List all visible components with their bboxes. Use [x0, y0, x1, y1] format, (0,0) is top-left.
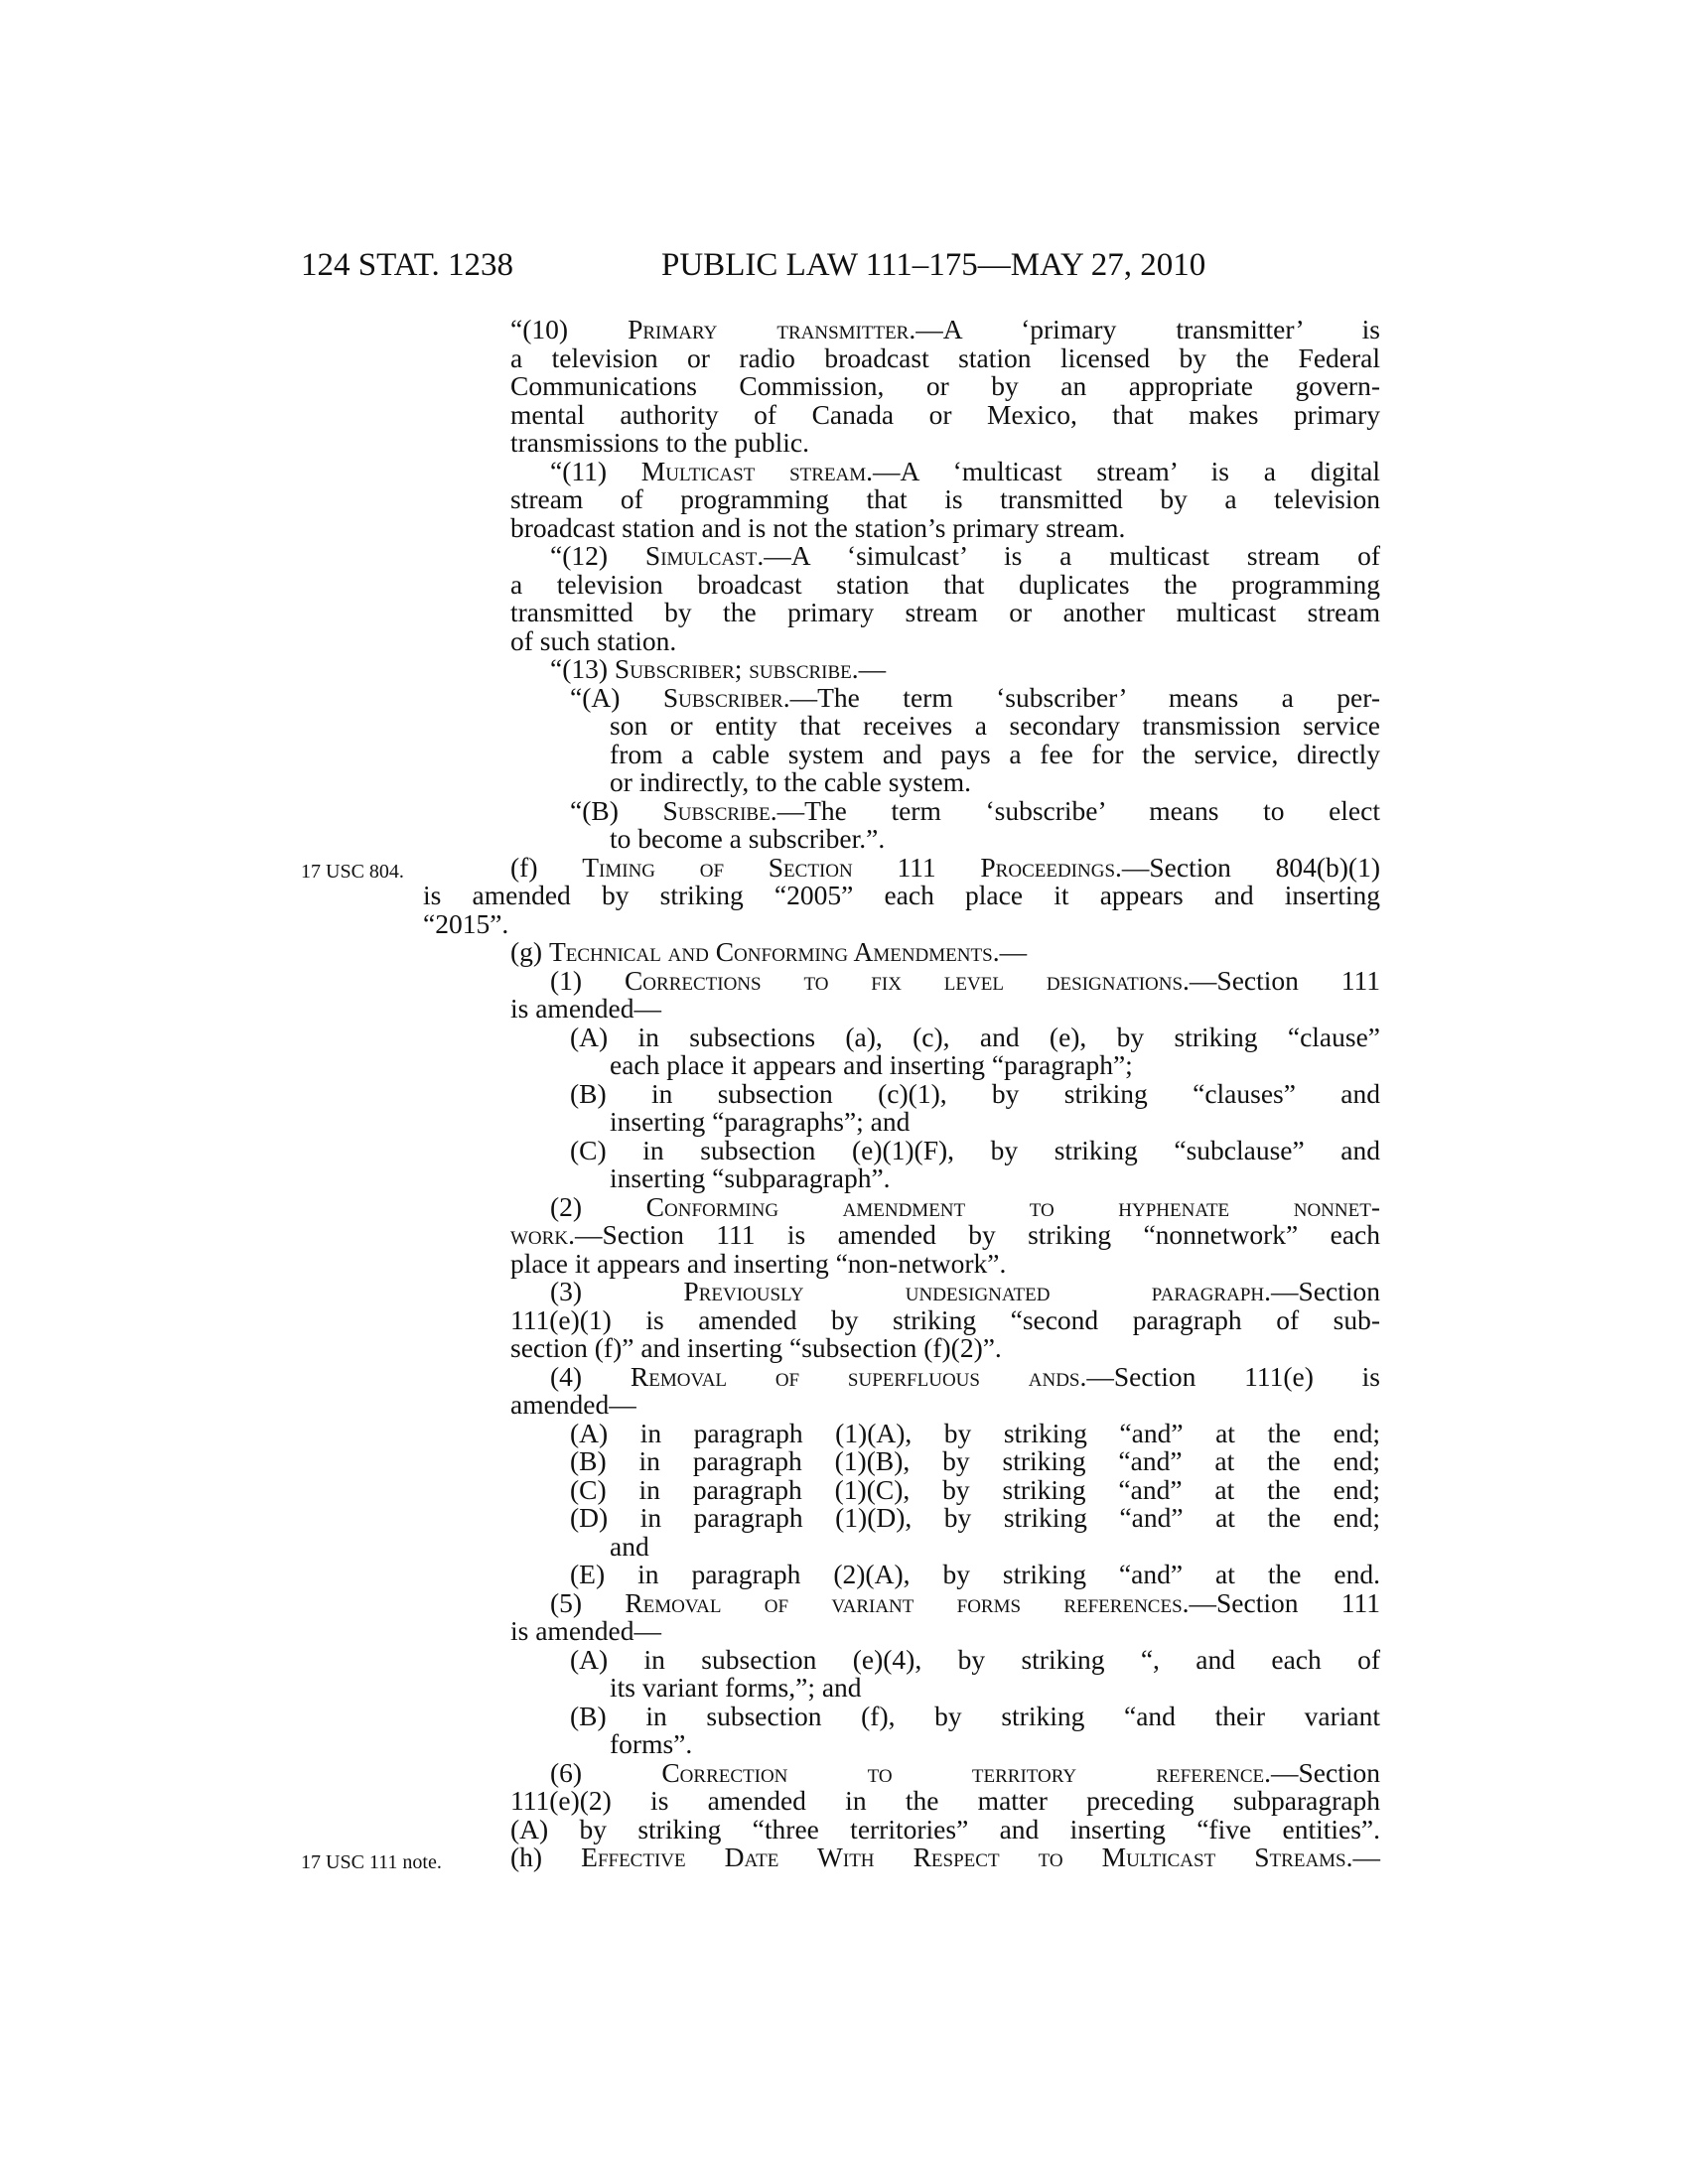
line-text: its variant forms,”; and — [610, 1672, 862, 1703]
line-text: to become a subscriber.”. — [610, 823, 886, 854]
section-heading: Conforming amendment to hyphenate nonnet- — [645, 1190, 1380, 1222]
text-line — [610, 1108, 1380, 1137]
text-line — [510, 1303, 1380, 1335]
margin-note-usc-804: 17 USC 804. — [301, 861, 404, 883]
line-prefix: (2) — [550, 1190, 646, 1222]
section-heading: work — [510, 1219, 569, 1250]
line-text: (A) in subsections (a), (c), and (e), by striking “clause” — [570, 1021, 1380, 1052]
text-line — [550, 1190, 1380, 1222]
text-line — [510, 372, 1380, 401]
line-text: broadcast station and is not the station’s primary stream. — [510, 511, 1126, 543]
text-line — [570, 1643, 1380, 1675]
line-text: each place it appears and inserting “paragraph”; — [610, 1049, 1133, 1080]
text-line — [570, 1077, 1380, 1109]
line-text: .—A ‘primary transmitter’ is — [909, 314, 1380, 344]
line-prefix: “(A) — [570, 681, 663, 713]
text-line — [610, 768, 1380, 797]
text-line — [610, 1164, 1380, 1193]
line-text: (C) in paragraph (1)(C), by striking “and” at the end; — [570, 1473, 1380, 1505]
text-line — [510, 851, 1380, 883]
line-text: .—Section 111 — [1182, 1586, 1380, 1618]
line-text: (B) in paragraph (1)(B), by striking “and” at the end; — [570, 1445, 1380, 1476]
margin-note-usc-111-note: 17 USC 111 note. — [301, 1851, 442, 1873]
line-text: .—The term ‘subscribe’ means to elect — [770, 794, 1380, 826]
line-text: .—A ‘simulcast’ is a multicast stream of — [757, 540, 1380, 571]
line-text: (A) in paragraph (1)(A), by striking “and” at the end; — [570, 1417, 1380, 1448]
line-prefix: “(B) — [570, 794, 663, 826]
text-line — [510, 1787, 1380, 1816]
page-number-header: 124 STAT. 1238 — [301, 247, 514, 283]
section-heading: Effective Date With Respect to Multicast Streams — [581, 1842, 1346, 1872]
text-line — [510, 1843, 1380, 1872]
line-text: inserting “subparagraph”. — [610, 1162, 891, 1193]
line-prefix: (h) — [510, 1842, 582, 1872]
line-text: and — [610, 1530, 649, 1562]
text-line — [423, 882, 1380, 910]
line-text: (B) in subsection (c)(1), by striking “clauses” and — [570, 1077, 1380, 1109]
line-text: amended— — [510, 1389, 636, 1420]
line-text: (C) in subsection (e)(1)(F), by striking “subclause” and — [570, 1134, 1380, 1165]
text-line — [570, 1700, 1380, 1731]
text-line — [570, 1021, 1380, 1052]
text-line — [510, 429, 1380, 458]
line-text: 111(e)(2) is amended in the matter preceding subparagraph — [510, 1785, 1380, 1816]
line-prefix: “(12) — [550, 540, 645, 571]
line-prefix: (6) — [550, 1756, 662, 1788]
text-line — [510, 398, 1380, 430]
line-text: .—Section 111 — [1183, 964, 1380, 996]
text-line — [550, 1278, 1380, 1306]
text-line — [550, 455, 1380, 486]
section-heading: Subscriber — [662, 681, 783, 713]
line-text: .—Section 111(e) is — [1079, 1360, 1381, 1392]
line-text: is amended— — [510, 993, 661, 1024]
line-text: forms”. — [610, 1728, 693, 1759]
text-line — [570, 1447, 1380, 1476]
text-line — [570, 1561, 1380, 1589]
line-prefix: (3) — [550, 1276, 684, 1306]
line-text: a television or radio broadcast station licensed by the Federal — [510, 341, 1380, 373]
line-text: (A) in subsection (e)(4), by striking “, and each of — [570, 1643, 1380, 1675]
line-text: stream of programming that is transmitted by a television — [510, 483, 1380, 514]
line-text: (B) in subsection (f), by striking “and their variant — [570, 1700, 1380, 1731]
text-line — [510, 485, 1380, 514]
text-line — [550, 1586, 1380, 1618]
section-heading: Multicast stream — [640, 455, 867, 486]
section-heading: Timing of Section 111 Proceedings — [582, 851, 1116, 883]
text-line — [570, 1134, 1380, 1165]
line-text: .— — [1345, 1842, 1380, 1872]
text-line — [510, 316, 1380, 344]
text-line — [550, 1756, 1380, 1788]
section-heading: Correction to territory reference — [661, 1756, 1265, 1788]
line-text: transmissions to the public. — [510, 427, 809, 458]
line-text: (E) in paragraph (2)(A), by striking “and” at the end. — [570, 1559, 1380, 1589]
section-heading: Subscriber; subscribe — [614, 653, 852, 684]
line-text: .—A ‘multicast stream’ is a digital — [866, 455, 1380, 486]
line-text: (D) in paragraph (1)(D), by striking “and” at the end; — [570, 1502, 1380, 1533]
line-text: .—The term ‘subscriber’ means a per- — [782, 681, 1380, 713]
line-prefix: “(11) — [550, 455, 641, 486]
line-prefix: (1) — [550, 964, 625, 996]
section-heading: Primary transmitter — [628, 314, 910, 344]
text-line — [570, 1417, 1380, 1448]
text-line — [510, 624, 1380, 656]
line-text: is amended by striking “2005” each place it appears and inserting — [423, 880, 1380, 910]
line-text: 111(e)(1) is amended by striking “second paragraph of sub- — [510, 1303, 1380, 1335]
text-line — [570, 1504, 1380, 1533]
line-text: inserting “paragraphs”; and — [610, 1106, 911, 1137]
text-line — [510, 938, 1380, 967]
section-heading: Simulcast — [644, 540, 758, 571]
text-line — [423, 907, 1380, 939]
text-line — [510, 1617, 1380, 1646]
text-line — [510, 568, 1380, 600]
text-line — [610, 1674, 1380, 1703]
text-line — [610, 825, 1380, 854]
section-heading: Corrections to fix level designations — [624, 964, 1184, 996]
line-text: .— — [851, 653, 887, 684]
line-text: .—Section — [1264, 1756, 1380, 1788]
text-line — [610, 712, 1380, 741]
line-text: .— — [992, 936, 1028, 967]
text-line — [610, 1530, 1380, 1562]
line-text: mental authority of Canada or Mexico, that makes primary — [510, 398, 1380, 430]
line-text: is amended— — [510, 1615, 661, 1646]
text-line — [510, 1334, 1380, 1363]
text-line — [550, 655, 1380, 684]
line-text: “2015”. — [423, 907, 509, 939]
text-line — [510, 1221, 1380, 1250]
text-line — [550, 1360, 1381, 1392]
line-text: .—Section — [1264, 1276, 1380, 1306]
line-text: a television broadcast station that duplicates the programming — [510, 568, 1380, 600]
text-line — [550, 964, 1380, 996]
text-line — [550, 542, 1380, 571]
section-heading: Removal of variant forms references — [625, 1586, 1183, 1618]
section-heading: Previously undesignated paragraph — [683, 1276, 1265, 1306]
line-text: .—Section 111 is amended by striking “nonnetwork” each — [568, 1219, 1380, 1250]
text-line — [570, 1473, 1380, 1505]
line-text: of such station. — [510, 624, 677, 656]
line-text: .—Section 804(b)(1) — [1115, 851, 1380, 883]
line-text: or indirectly, to the cable system. — [610, 766, 972, 797]
line-text: (A) by striking “three territories” and inserting “five entities”. — [510, 1813, 1380, 1844]
line-text: from a cable system and pays a fee for the service, directly — [610, 738, 1380, 769]
section-heading: Technical and Conforming Amendments — [548, 936, 993, 967]
line-text: place it appears and inserting “non-network”. — [510, 1247, 1007, 1279]
line-prefix: (g) — [510, 936, 549, 967]
line-prefix: “(10) — [510, 314, 629, 344]
line-prefix: (4) — [550, 1360, 631, 1392]
text-line — [570, 681, 1380, 713]
text-line — [510, 1391, 1380, 1420]
text-line — [610, 738, 1380, 769]
text-line — [610, 1730, 1380, 1759]
section-heading: Subscribe — [662, 794, 771, 826]
text-line — [510, 995, 1380, 1024]
line-prefix: (5) — [550, 1586, 626, 1618]
text-line — [510, 1247, 1380, 1279]
text-line — [610, 1051, 1380, 1080]
line-text: Communications Commission, or by an appropriate govern- — [510, 370, 1380, 401]
text-line — [510, 511, 1380, 543]
line-prefix: “(13) — [550, 653, 615, 684]
line-prefix: (f) — [510, 851, 583, 883]
text-line — [510, 599, 1380, 627]
line-text: transmitted by the primary stream or another multicast stream — [510, 597, 1380, 627]
line-text: son or entity that receives a secondary transmission service — [610, 710, 1380, 741]
line-text: section (f)” and inserting “subsection (f)(2)”. — [510, 1332, 1002, 1363]
section-heading: Removal of superfluous ands — [630, 1360, 1080, 1392]
text-line — [570, 794, 1380, 826]
text-line — [510, 341, 1380, 373]
running-title: PUBLIC LAW 111–175—MAY 27, 2010 — [661, 247, 1206, 283]
text-line — [510, 1813, 1380, 1844]
